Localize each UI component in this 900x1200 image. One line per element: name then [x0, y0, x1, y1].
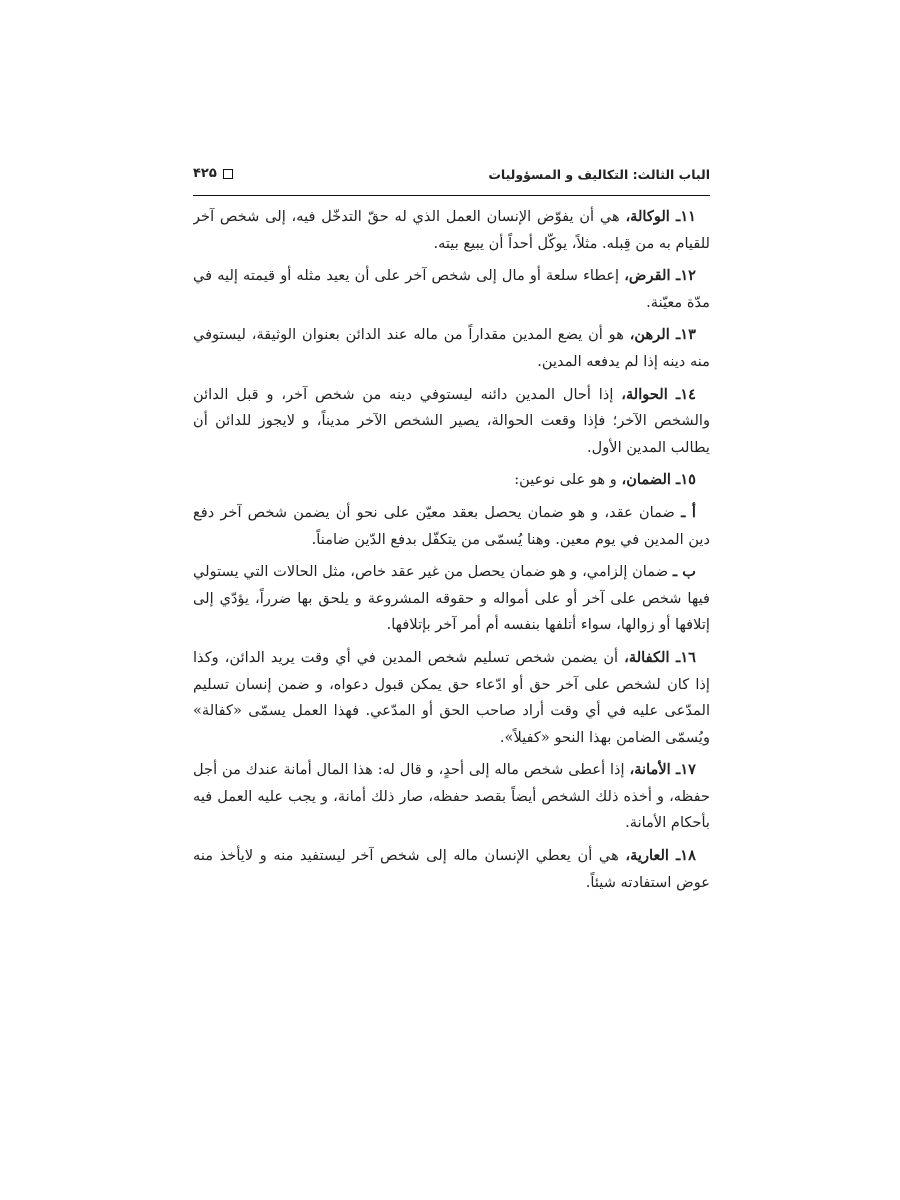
term: ١٦ـ الكفالة، [624, 648, 697, 666]
paragraph-13 [193, 322, 710, 375]
square-bullet-icon [223, 169, 233, 179]
definition: و هو على نوعين: [514, 471, 622, 489]
page-number [193, 166, 233, 181]
paragraph-17 [193, 757, 710, 837]
page-number-text: ۴۲۵ [193, 166, 217, 181]
paragraph-15 [193, 467, 710, 494]
term: ١٣ـ الرهن، [629, 326, 696, 344]
definition: هي أن يفوّض الإنسان العمل الذي له حقّ التدخّل فيه، إلى شخص آخر للقيام به من قِبله. مثلاً، يوكّل أحداً أن يبيع بيته. [193, 208, 710, 252]
paragraph-15-b [193, 559, 710, 639]
term: ١١ـ الوكالة، [625, 208, 696, 225]
header-rule [193, 195, 710, 196]
paragraph-11 [193, 204, 710, 257]
body-text [193, 204, 710, 1084]
definition: هي أن يعطي الإنسان ماله إلى شخص آخر ليستفيد منه و لايأخذ منه عوض استفادته شيئاً. [193, 847, 710, 891]
term: أ ـ [681, 503, 696, 521]
definition: إذا أحال المدين دائنه ليستوفي دينه من شخص آخر، و قبل الدائن والشخص الآخر؛ فإذا وقعت الحوالة، يصير الشخص الآخر مديناً، و لايجوز للدائن أن يطالب المدين الأول. [193, 385, 710, 456]
term: ب ـ [672, 563, 696, 581]
term: ١٢ـ القرض، [624, 267, 696, 285]
term: ١٧ـ الأمانة، [629, 761, 696, 779]
paragraph-14 [193, 382, 710, 462]
definition: هو أن يضع المدين مقداراً من ماله عند الدائن بعنوان الوثيقة، ليستوفي منه دينه إذا لم يدفعه المدين. [193, 326, 710, 370]
paragraph-12 [193, 263, 710, 316]
term: ١٥ـ الضمان، [621, 471, 696, 489]
page-header [193, 164, 710, 190]
paragraph-16 [193, 645, 710, 751]
paragraph-15-a [193, 500, 710, 553]
definition: إذا أعطى شخص ماله إلى أحدٍ، و قال له: هذا المال أمانة عندك من أجل حفظه، و أخذه ذلك الشخص أيضاً بقصد حفظه، صار ذلك أمانة، و يجب عليه العمل فيه بأحكام الأمانة. [193, 761, 710, 832]
definition: ضمان إلزامي، و هو ضمان يحصل من غير عقد خاص، مثل الحالات التي يستولي فيها شخص على آخر أو على أمواله و حقوقه المشروعة و يلحق بها ضرراً، يؤدّي إلى إتلافها أو زوالها، سواء أتلفها بنفسه أم أمر آخر بإتلافها. [193, 563, 710, 634]
running-title: الباب الثالث: التكاليف و المسؤوليات [488, 167, 710, 182]
term: ١٤ـ الحوالة، [621, 385, 696, 403]
term: ١٨ـ العارية، [625, 847, 696, 865]
definition: أن يضمن شخص تسليم شخص المدين في أي وقت يريد الدائن، وكذا إذا كان لشخص على آخر حق أو ادّعاء حق يمكن قبول دعواه، و ضمن إنسان تسليم المدّعى عليه في أي وقت أراد صاحب الحق أو المدّعي. فهذا العمل يسمّى «كفالة» ويُسمّى الضامن بهذا النحو «كفيلاً». [193, 648, 710, 746]
paragraph-18 [193, 843, 710, 896]
definition: إعطاء سلعة أو مال إلى شخص آخر على أن يعيد مثله أو قيمته إليه في مدّة معيّنة. [193, 267, 710, 311]
definition: ضمان عقد، و هو ضمان يحصل بعقد معيّن على نحو أن يضمن شخص آخر دفع دين المدين في يوم معين. وهنا يُسمّى من يتكفّل بدفع الدّين ضامناً. [193, 503, 710, 548]
